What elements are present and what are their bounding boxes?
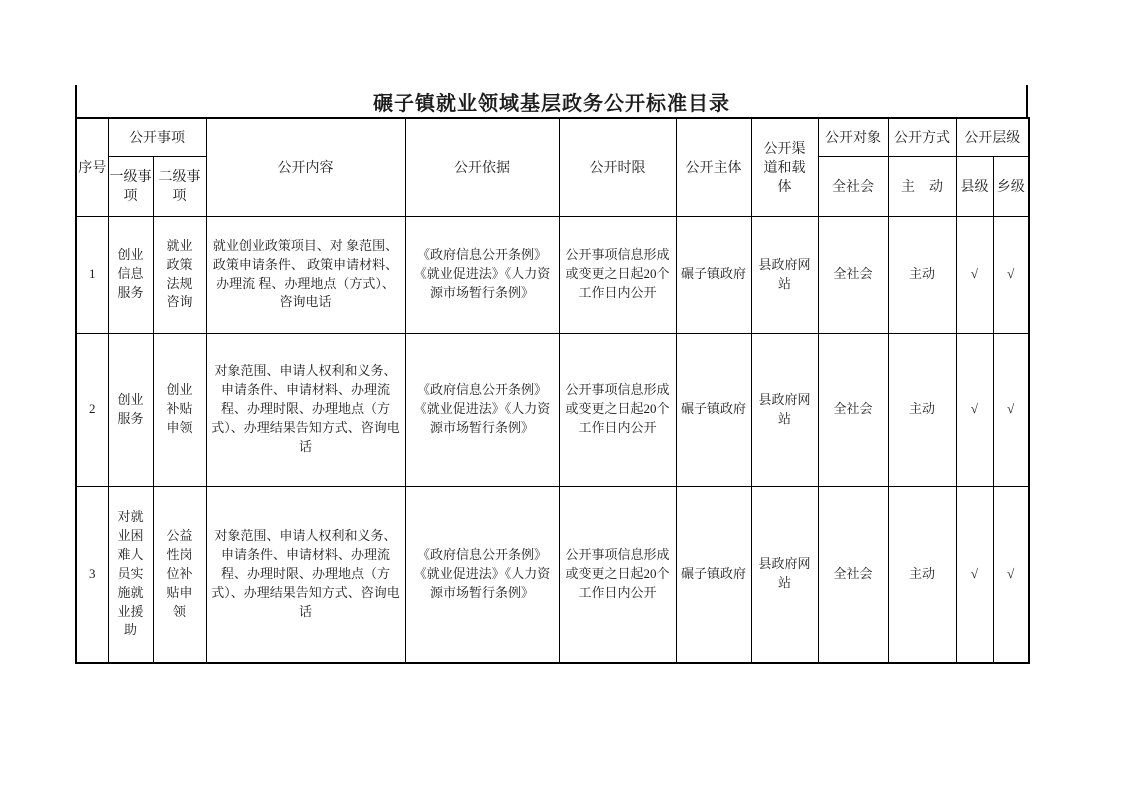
cell-content: 就业创业政策项目、对 象范围、政策申请条件、 政策申请材料、办理流 程、办理地点（方式）、咨询电话: [206, 216, 405, 333]
disclosure-standards-table: [75, 117, 1030, 664]
page-title: 碾子镇就业领域基层政务公开标准目录: [373, 93, 730, 115]
cell-content: 对象范围、申请人权利和义务、申请条件、申请材料、办理流程、办理时限、办理地点（方式）、办理结果告知方式、咨询电话: [206, 486, 405, 663]
cell-seq: 3: [76, 486, 108, 663]
cell-channel: 县政府网站: [751, 216, 818, 333]
header-row-top: [76, 118, 1029, 156]
header-content: 公开内容: [206, 118, 405, 216]
cell-subject: 碾子镇政府: [676, 333, 751, 486]
header-time-limit: 公开时限: [559, 118, 676, 216]
cell-matter-l2: 创业补贴申领: [153, 333, 206, 486]
cell-subject: 碾子镇政府: [676, 216, 751, 333]
cell-basis: 《政府信息公开条例》《就业促进法》《人力资源市场暂行条例》: [405, 216, 559, 333]
cell-matter-l1: 对就业困难人员实施就业援助: [108, 486, 153, 663]
header-method: 主 动: [888, 156, 956, 216]
cell-seq: 2: [76, 333, 108, 486]
cell-matter-l1: 创业信息服务: [108, 216, 153, 333]
cell-seq: 1: [76, 216, 108, 333]
header-matter-group: 公开事项: [108, 118, 206, 156]
cell-basis: 《政府信息公开条例》《就业促进法》《人力资源市场暂行条例》: [405, 486, 559, 663]
header-method-group: 公开方式: [888, 118, 956, 156]
cell-audience: 全社会: [818, 486, 888, 663]
cell-town-check: √: [993, 216, 1029, 333]
cell-time-limit: 公开事项信息形成或变更之日起20个工作日内公开: [559, 216, 676, 333]
cell-time-limit: 公开事项信息形成或变更之日起20个工作日内公开: [559, 486, 676, 663]
header-level-group: 公开层级: [956, 118, 1029, 156]
table-row: [76, 216, 1029, 333]
cell-content: 对象范围、申请人权利和义务、申请条件、申请材料、办理流程、办理时限、办理地点（方式）、办理结果告知方式、咨询电话: [206, 333, 405, 486]
header-channel: 公开渠道和载体: [751, 118, 818, 216]
cell-town-check: √: [993, 333, 1029, 486]
header-audience: 全社会: [818, 156, 888, 216]
cell-method: 主动: [888, 333, 956, 486]
cell-county-check: √: [956, 216, 993, 333]
header-level-county: 县级: [956, 156, 993, 216]
cell-time-limit: 公开事项信息形成或变更之日起20个工作日内公开: [559, 333, 676, 486]
header-subject: 公开主体: [676, 118, 751, 216]
cell-basis: 《政府信息公开条例》《就业促进法》《人力资源市场暂行条例》: [405, 333, 559, 486]
cell-matter-l2: 公益性岗位补贴申领: [153, 486, 206, 663]
cell-matter-l1: 创业服务: [108, 333, 153, 486]
header-matter-l1: 一级事项: [108, 156, 153, 216]
title-row: [75, 85, 1028, 118]
table-header: [76, 118, 1029, 216]
table-row: [76, 486, 1029, 663]
header-matter-l2: 二级事项: [153, 156, 206, 216]
table-row: [76, 333, 1029, 486]
table-body: [76, 216, 1029, 663]
header-level-town: 乡级: [993, 156, 1029, 216]
cell-county-check: √: [956, 333, 993, 486]
cell-audience: 全社会: [818, 333, 888, 486]
cell-county-check: √: [956, 486, 993, 663]
cell-method: 主动: [888, 216, 956, 333]
cell-subject: 碾子镇政府: [676, 486, 751, 663]
header-audience-group: 公开对象: [818, 118, 888, 156]
cell-audience: 全社会: [818, 216, 888, 333]
cell-method: 主动: [888, 486, 956, 663]
cell-town-check: √: [993, 486, 1029, 663]
cell-matter-l2: 就业政策法规咨询: [153, 216, 206, 333]
header-basis: 公开依据: [405, 118, 559, 216]
cell-channel: 县政府网站: [751, 486, 818, 663]
header-seq: 序号: [76, 118, 108, 216]
cell-channel: 县政府网站: [751, 333, 818, 486]
